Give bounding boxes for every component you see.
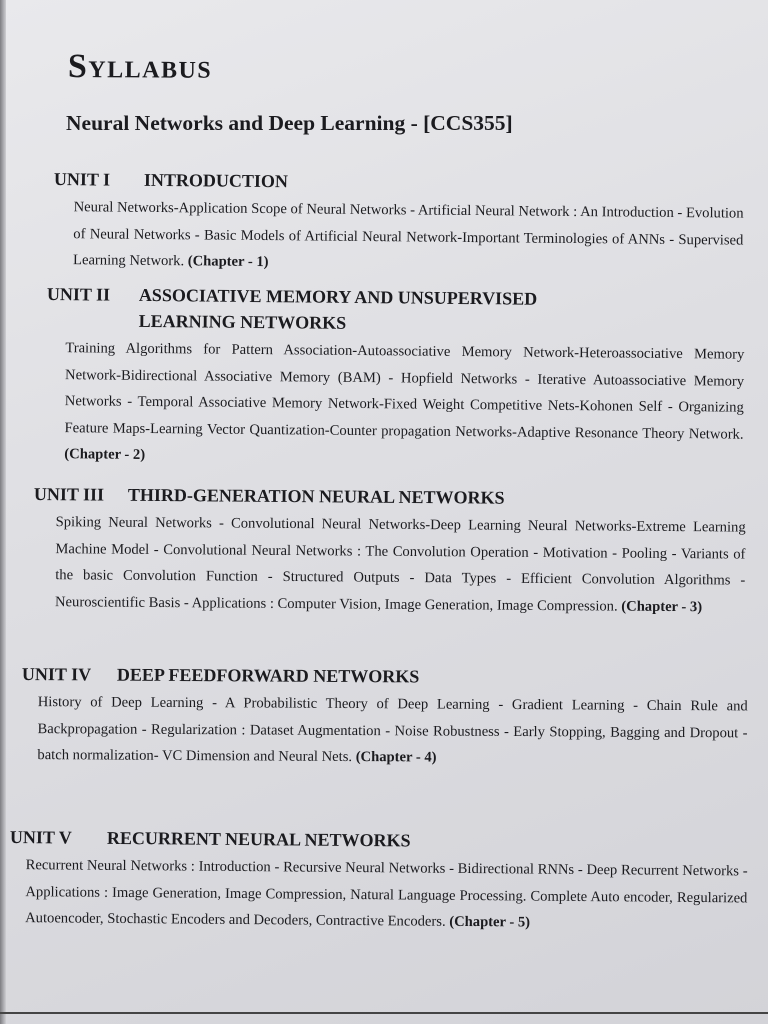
- unit-title-block: [138, 282, 608, 339]
- unit-topics: Neural Networks-Application Scope of Neural Networks - Artificial Neural Network : An Introduction - Evolution of Neural Networks - Basic Models of Artificial Neural Network-Important Terminologies of ANNs - Supervised Learning Network.: [73, 199, 744, 270]
- unit-title: DEEP FEEDFORWARD NETWORKS: [116, 664, 420, 687]
- unit-topics: Spiking Neural Networks - Convolutional Neural Networks-Deep Learning Neural Networks-Extreme Learning Machine Model - Convolutional Neural Networks : The Convolution Operation - Motivation - Pooling - Variants of the basic Convolution Function - Structured Outputs - Data Types - Efficient Convolution Algorithms - Neuroscientific Basis - Applications : Computer Vision, Image Generation, Image Compression.: [54, 514, 746, 615]
- unit-heading: [54, 166, 744, 199]
- unit-heading: [10, 824, 748, 856]
- unit-section-2: [45, 281, 745, 474]
- unit-number: UNIT III: [33, 483, 105, 505]
- unit-number: UNIT IV: [21, 663, 92, 685]
- unit-heading: [47, 281, 745, 340]
- chapter-reference: (Chapter - 3): [621, 598, 703, 615]
- footer-rule: [0, 1012, 768, 1014]
- unit-description: [64, 335, 744, 474]
- chapter-reference: (Chapter - 2): [64, 446, 146, 463]
- chapter-reference: (Chapter - 4): [355, 749, 437, 766]
- chapter-reference: (Chapter - 5): [449, 913, 531, 931]
- chapter-reference: (Chapter - 1): [187, 253, 269, 271]
- unit-description: [37, 689, 747, 773]
- unit-description: [25, 852, 748, 938]
- unit-title: RECURRENT NEURAL NETWORKS: [106, 827, 411, 851]
- unit-topics: History of Deep Learning - A Probabilistic Theory of Deep Learning - Gradient Learning - Chain Rule and Backpropagation - Regularization : Dataset Augmentation - Noise Robustness - Early Stopping, Bagging and Dropout - batch normalization- VC Dimension and Neural Nets.: [37, 694, 748, 766]
- unit-description: [73, 194, 744, 280]
- unit-title: ASSOCIATIVE MEMORY AND UNSUPERVISED: [138, 284, 538, 309]
- unit-description: [55, 509, 746, 620]
- unit-title-continued: LEARNING NETWORKS: [138, 310, 347, 333]
- subject-heading: Neural Networks and Deep Learning - [CCS355]: [66, 111, 513, 135]
- unit-number: UNIT I: [53, 168, 111, 190]
- unit-number: UNIT II: [46, 283, 111, 305]
- unit-title: INTRODUCTION: [143, 169, 288, 192]
- unit-heading: [34, 481, 746, 513]
- unit-section-3: [33, 481, 746, 621]
- unit-topics: Training Algorithms for Pattern Association-Autoassociative Memory Network-Heteroassociative Memory Network-Bidirectional Associative Memory (BAM) - Hopfield Networks - Iterative Autoassociative Memory Networks - Temporal Associative Memory Network-Fixed Weight Competitive Nets-Kohonen Self - Organizing Feature Maps-Learning Vector Quantization-Counter propagation Networks-Adaptive Resonance Theory Network.: [64, 340, 745, 443]
- unit-heading: [22, 661, 748, 691]
- unit-topics: Recurrent Neural Networks : Introduction - Recursive Neural Networks - Bidirectional RNNs - Deep Recurrent Networks - Applications : Image Generation, Image Compression, Natural Language Processing. Complete Auto encoder, Regularized Autoencoder, Stochastic Encoders and Decoders, Contractive Encoders.: [25, 857, 748, 930]
- unit-number: UNIT V: [9, 826, 72, 848]
- unit-section-5: [9, 824, 748, 938]
- unit-section-1: [53, 166, 744, 280]
- page-title: Syllabus: [67, 48, 213, 86]
- unit-title: THIRD-GENERATION NEURAL NETWORKS: [127, 484, 505, 508]
- unit-section-4: [21, 661, 748, 773]
